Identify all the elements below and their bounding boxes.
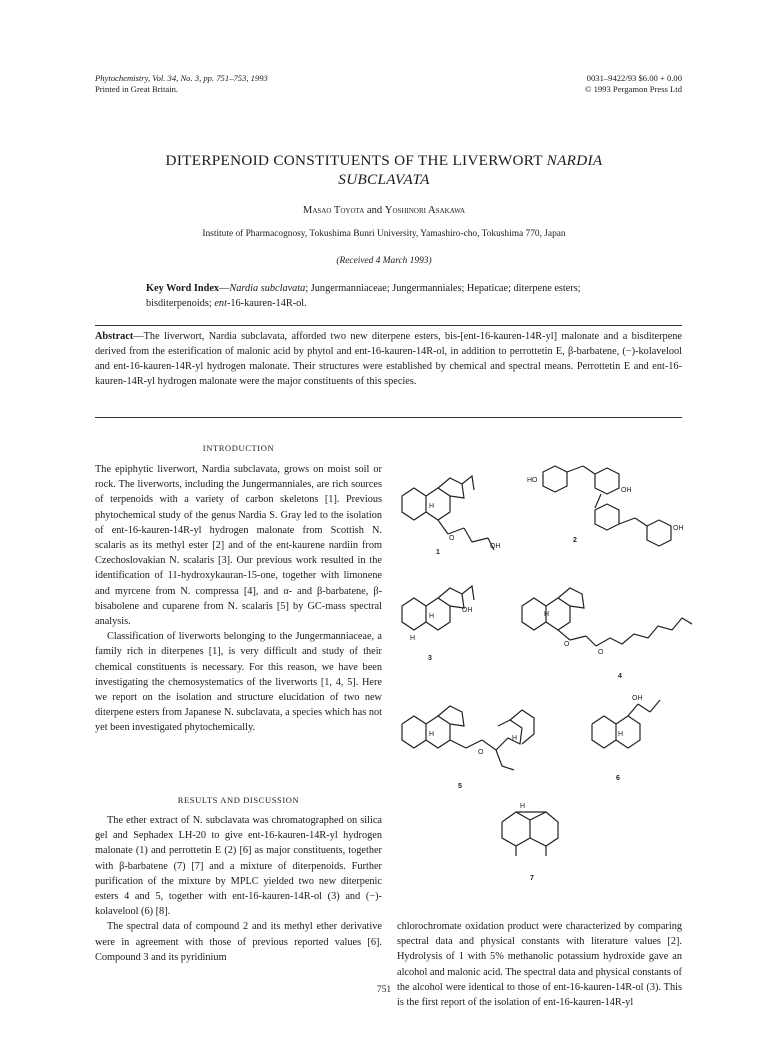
structure-2 bbox=[527, 466, 684, 546]
author-line: Masao Toyota and Yoshinori Asakawa bbox=[302, 205, 466, 216]
results-paragraph-1: The ether extract of N. subclavata was chromatographed on silica gel and Sephadex LH-20 to give ent-16-kauren-14R-yl hydrogen malonate (1) and perrottetin E (2) [6] as major constituents, together with β-barbatene (7) [7] and a mixture of diterpenoids. Further purification of the mixture by MPLC yielded two new diterpenic esters 4 and 5, together with ent-16-kauren-14R-ol (3) and (−)-kolavelool (6) [8]. bbox=[95, 815, 382, 918]
svg-text:H: H bbox=[520, 803, 526, 810]
structure-7 bbox=[502, 803, 558, 882]
svg-text:O: O bbox=[598, 649, 604, 656]
oh-group: OH bbox=[490, 543, 501, 550]
structure-6 bbox=[592, 695, 660, 782]
abstract: Abstract—The liverwort, Nardia subclavata, afforded two new diterpene esters, bis-[ent-16-kauren-14R-yl] malonate and a bisditerpene derived from the esterification of malonic acid by phytol and ent-16-kauren-14R-ol, in addition to perrottetin E, β-barbatene, (−)-kolavelool and ent-16-kauren-14R-yl hydrogen malonate. Their structures were established by chemical and spectral means. Perrottetin E and ent-16-kauren-14R-yl hydrogen malonate were the major constituents of this species. bbox=[95, 331, 682, 387]
article-title: DITERPENOID CONSTITUENTS OF THE LIVERWORT NARDIA SUBCLAVATA bbox=[165, 152, 603, 188]
introduction-heading: INTRODUCTION bbox=[202, 443, 275, 453]
svg-text:H: H bbox=[410, 635, 416, 642]
structure-5 bbox=[402, 706, 534, 790]
structure-label-1: 1 bbox=[436, 549, 440, 556]
intro-paragraph-2: Classification of liverworts belonging to the Jungermanniaceae, a family rich in diterpenes [1], is very difficult and study of their chemical constituents is necessary. For this reason, we have been investigating the chemosystematics of the liverworts [1, 4, 5]. Here we report on the isolation and structure elucidation of two new diterpene esters from Japanese N. subclavata, a species which has not yet been investigated phytochemically. bbox=[95, 631, 382, 734]
right-column-body bbox=[397, 919, 682, 1010]
structure-label-3: 3 bbox=[428, 655, 432, 662]
copyright-line: © 1993 Pergamon Press Ltd bbox=[584, 84, 682, 94]
h-atom: H bbox=[429, 503, 435, 510]
keyword-index: Key Word Index—Nardia subclavata; Jungermanniaceae; Jungermanniales; Hepaticae; diterpene esters; bisditerpenoids; ent-16-kauren-14R-ol. bbox=[146, 283, 581, 309]
journal-line: Phytochemistry, Vol. 34, No. 3, pp. 751–753, 1993 bbox=[95, 73, 268, 83]
oh-group-3: OH bbox=[673, 525, 684, 532]
author-2: Yoshinori Asakawa bbox=[384, 205, 466, 216]
structure-label-7: 7 bbox=[530, 875, 534, 882]
received-date: (Received 4 March 1993) bbox=[336, 256, 432, 266]
author-1: Masao Toyota bbox=[302, 205, 365, 216]
institution: Institute of Pharmacognosy, Tokushima Bunri University, Yamashiro-cho, Tokushima 770, Japan bbox=[202, 229, 566, 239]
right-paragraph: chlorochromate oxidation product were characterized by comparing spectral data and physical constants with literature values [2]. Hydrolysis of 1 with 5% methanolic potassium hydroxide gave an alcohol and malonic acid. The spectral data and physical constants of the alcohol were identical to those of ent-16-kauren-14R-ol (3). This is the first report of the isolation of ent-16-kauren-14R-yl bbox=[397, 921, 682, 1009]
oh-group-5: OH bbox=[632, 695, 643, 702]
intro-paragraph-1: The epiphytic liverwort, Nardia subclavata, grows on moist soil or rock. The liverworts, including the Jungermanniales, are rich sources of terpenoids with a variety of carbon skeletons [1]. Previous phytochemical study of the genus Nardia S. Gray led to the isolation of ent-16-kauren-14R-yl hydrogen malonate from Scottish N. scalaris as its methyl ester [2] and of the ent-kaurene nardiin from Czechoslovakian N. scalaris [3]. Our previous work resulted in the identification of 11-hydroxykauran-15-one, together with limonene and myrcene from N. compressa [4], and α- and β-barbatene, β-bisabolene and cuparene from N. scalaris [5] by GC-mass spectral analysis. bbox=[95, 464, 382, 628]
results-body bbox=[95, 813, 382, 965]
journal-citation bbox=[95, 73, 268, 95]
svg-text:H: H bbox=[618, 731, 624, 738]
oh-group-4: OH bbox=[462, 607, 473, 614]
divider-top bbox=[95, 325, 682, 326]
svg-text:H: H bbox=[429, 613, 435, 620]
structure-3 bbox=[402, 586, 474, 662]
structure-label-2: 2 bbox=[573, 537, 577, 544]
svg-text:O: O bbox=[478, 749, 484, 756]
structure-4 bbox=[522, 588, 692, 680]
copyright-block bbox=[480, 73, 682, 95]
oh-group-2: OH bbox=[621, 487, 632, 494]
structure-label-4: 4 bbox=[618, 673, 622, 680]
price-code: 0031–9422/93 $6.00 + 0.00 bbox=[586, 73, 682, 83]
ho-group: HO bbox=[527, 477, 538, 484]
svg-text:H: H bbox=[512, 735, 518, 742]
introduction-body bbox=[95, 462, 382, 736]
page-number: 751 bbox=[376, 985, 392, 995]
divider-bottom bbox=[95, 417, 682, 418]
structure-label-5: 5 bbox=[458, 783, 462, 790]
structure-1 bbox=[402, 476, 501, 556]
chemical-structures-figure bbox=[392, 438, 692, 916]
results-paragraph-2: The spectral data of compound 2 and its methyl ether derivative were in agreement with those of previous reported values [6]. Compound 3 and its pyridinium bbox=[95, 921, 382, 963]
structure-label-6: 6 bbox=[616, 775, 620, 782]
svg-text:O: O bbox=[564, 641, 570, 648]
printed-line: Printed in Great Britain. bbox=[95, 84, 179, 94]
svg-text:H: H bbox=[429, 731, 435, 738]
o-atom: O bbox=[449, 535, 455, 542]
results-heading: RESULTS AND DISCUSSION bbox=[177, 795, 300, 805]
svg-text:H: H bbox=[544, 611, 550, 618]
